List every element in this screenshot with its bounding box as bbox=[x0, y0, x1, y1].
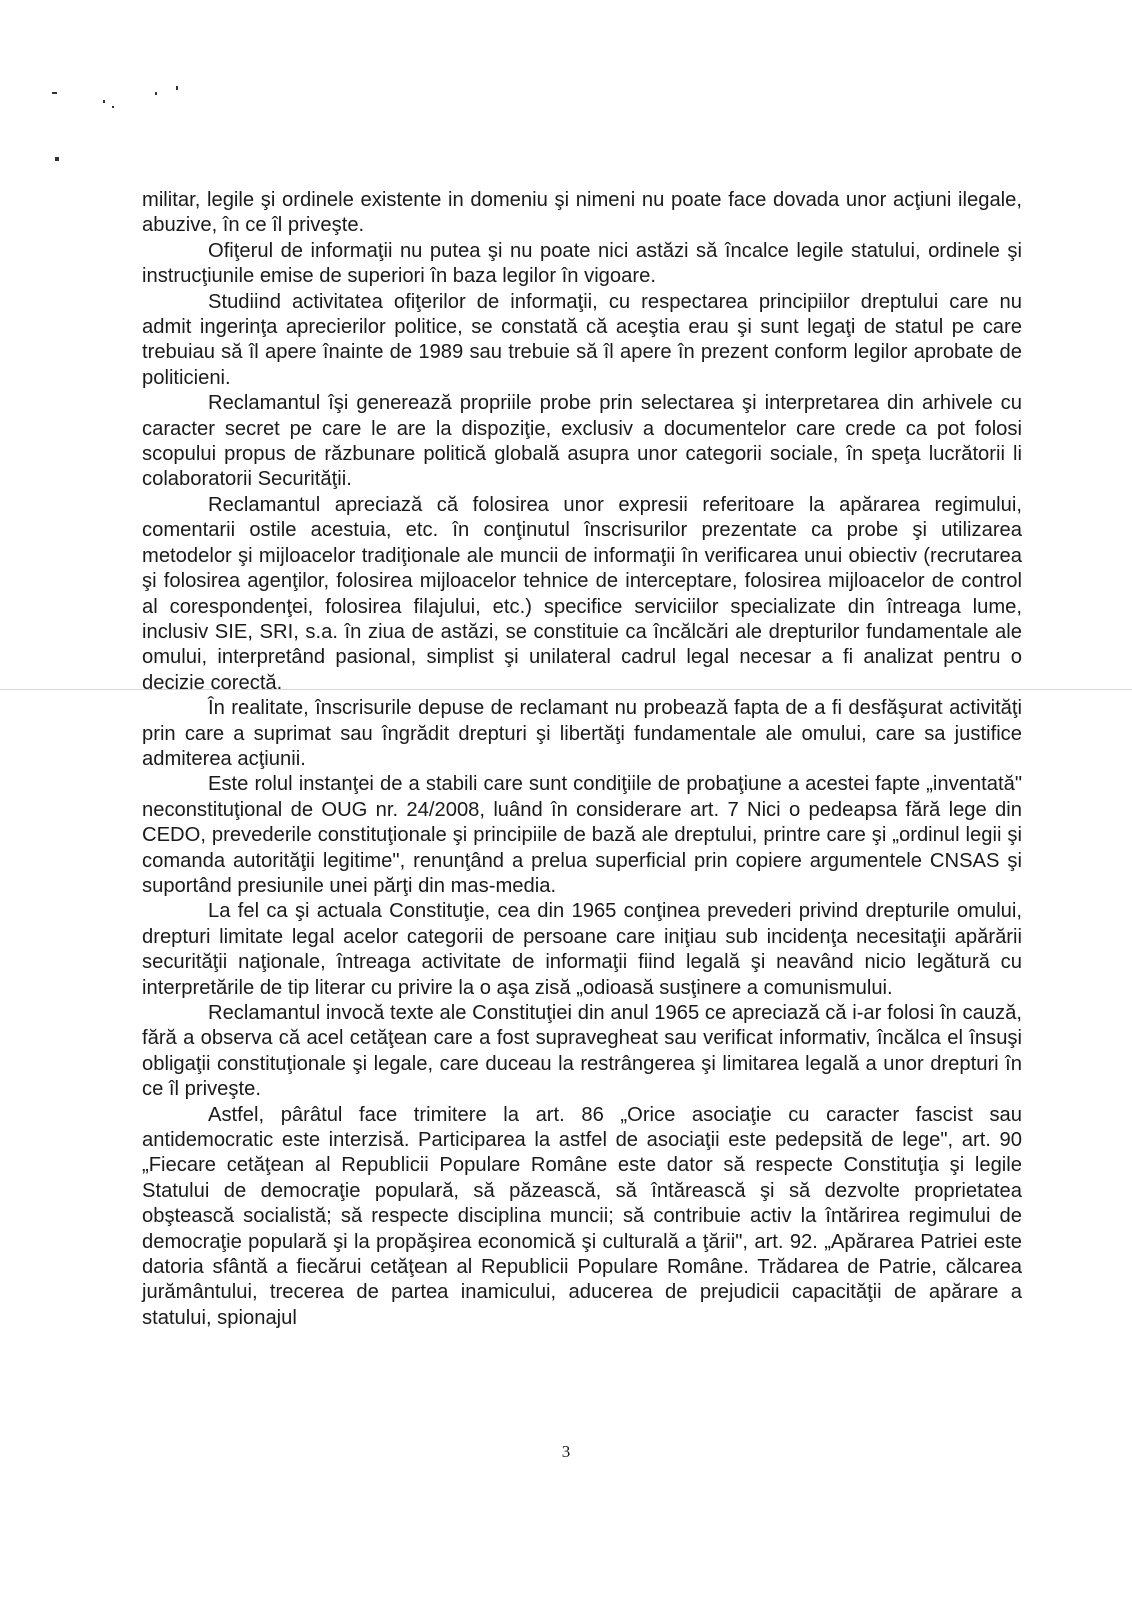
body-text bbox=[142, 188, 1022, 1331]
paragraph: Ofiţerul de informaţii nu putea şi nu poate nici astăzi să încalce legile statului, ordinele şi instrucţiunile emise de superiori în baza legilor în vigoare. bbox=[142, 239, 1022, 288]
scan-speck bbox=[176, 86, 178, 90]
scan-speck bbox=[112, 106, 114, 108]
paragraph: Reclamantul îşi generează propriile probe prin selectarea şi interpretarea din arhivele cu caracter secret pe care le are la dispoziţie, exclusiv a documentelor care crede ca pot folosi scopului propus de răzbunare politică globală asupra unor categorii sociale, în speţa lucrătorii li colaboratorii Securităţii. bbox=[142, 392, 1022, 491]
paragraph: La fel ca şi actuala Constituţie, cea din 1965 conţinea prevederi privind drepturile omului, drepturi limitate legal acelor categorii de persoane care iniţiau sub incidenţa necesitaţii apărării securităţii naţionale, întreaga activitate de informaţii fiind legală şi neavând nicio legătură cu interpretările de tip literar cu privire la o aşa zisă „odioasă susţinere a comunismului. bbox=[142, 900, 1022, 999]
paragraph: În realitate, înscrisurile depuse de reclamant nu probează fapta de a fi desfăşurat activităţi prin care a suprimat sau îngrădit drepturi şi libertăţi fundamentale ale omului, care sa justifice admiterea acţiunii. bbox=[142, 697, 1022, 770]
scan-speck bbox=[55, 157, 59, 161]
paragraph: Reclamantul apreciază că folosirea unor expresii referitoare la apărarea regimului, comentarii ostile acestuia, etc. în conţinutul înscrisurilor prezentate ca probe şi utilizarea metodelor şi mijloacelor tradiţionale ale muncii de informaţii în verificarea unui obiectiv (recrutarea şi folosirea agenţilor, folosirea mijloacelor tehnice de interceptare, folosirea mijloacelor de control al corespondenţei, folosirea filajului, etc.) specifice serviciilor specializate din întreaga lume, inclusiv SIE, SRI, s.a. în ziua de astăzi, se constituie ca încălcări ale drepturilor fundamentale ale omului, interpretând pasional, simplist şi unilateral cadrul legal necesar a fi analizat pentru o decizie corectă. bbox=[142, 493, 1022, 694]
paragraph: Reclamantul invocă texte ale Constituţiei din anul 1965 ce apreciază că i-ar folosi în cauză, fără a observa că acel cetăţean care a fost supravegheat sau verificat informativ, încălca el însuşi obligaţii constituţionale şi legale, care duceau la restrângerea şi limitarea legală a unor drepturi în ce îl priveşte. bbox=[142, 1002, 1022, 1101]
scan-speck bbox=[155, 92, 157, 95]
page-number: 3 bbox=[561, 1442, 571, 1461]
paragraph: Astfel, pârâtul face trimitere la art. 86 „Orice asociaţie cu caracter fascist sau antidemocratic este interzisă. Participarea la astfel de asociaţii este pedepsită de lege", art. 90 „Fiecare cetăţean al Republicii Populare Române este dator să respecte Constituţia şi legile Statului de democraţie populară, să păzească, să întărească şi să dezvolte proprietatea obştească socialistă; să respecte disciplina muncii; să contribuie activ la întărirea regimului de democraţie populară şi la propăşirea economică şi culturală a ţării", art. 92. „Apărarea Patriei este datoria sfântă a fiecărui cetăţean al Republicii Populare Române. Trădarea de Patrie, călcarea jurământului, trecerea de partea inamicului, aducerea de prejudicii capacităţii de apărare a statului, spionajul bbox=[142, 1103, 1022, 1329]
scan-speck bbox=[52, 92, 57, 94]
paragraph: militar, legile şi ordinele existente in domeniu şi nimeni nu poate face dovada unor acţiuni ilegale, abuzive, în ce îl priveşte. bbox=[142, 189, 1022, 237]
scan-speck bbox=[103, 100, 105, 103]
paragraph: Studiind activitatea ofiţerilor de informaţii, cu respectarea principiilor dreptului care nu admit ingerinţa aprecierilor politice, se constată că aceştia erau şi sunt legaţi de statul pe care trebuiau să îl apere înainte de 1989 sau trebuie să îl apere în prezent conform legilor aprobate de politicieni. bbox=[142, 290, 1022, 389]
paragraph: Este rolul instanţei de a stabili care sunt condiţiile de probaţiune a acestei fapte „inventată" neconstituţional de OUG nr. 24/2008, luând în considerare art. 7 Nici o pedeapsa fără lege din CEDO, prevederile constituţionale şi principiile de bază ale dreptului, printre care şi „ordinul legii şi comanda autorităţii legitime", renunţând a prelua superficial prin copiere argumentele CNSAS şi suportând presiunile unei părţi din mas-media. bbox=[142, 773, 1022, 897]
